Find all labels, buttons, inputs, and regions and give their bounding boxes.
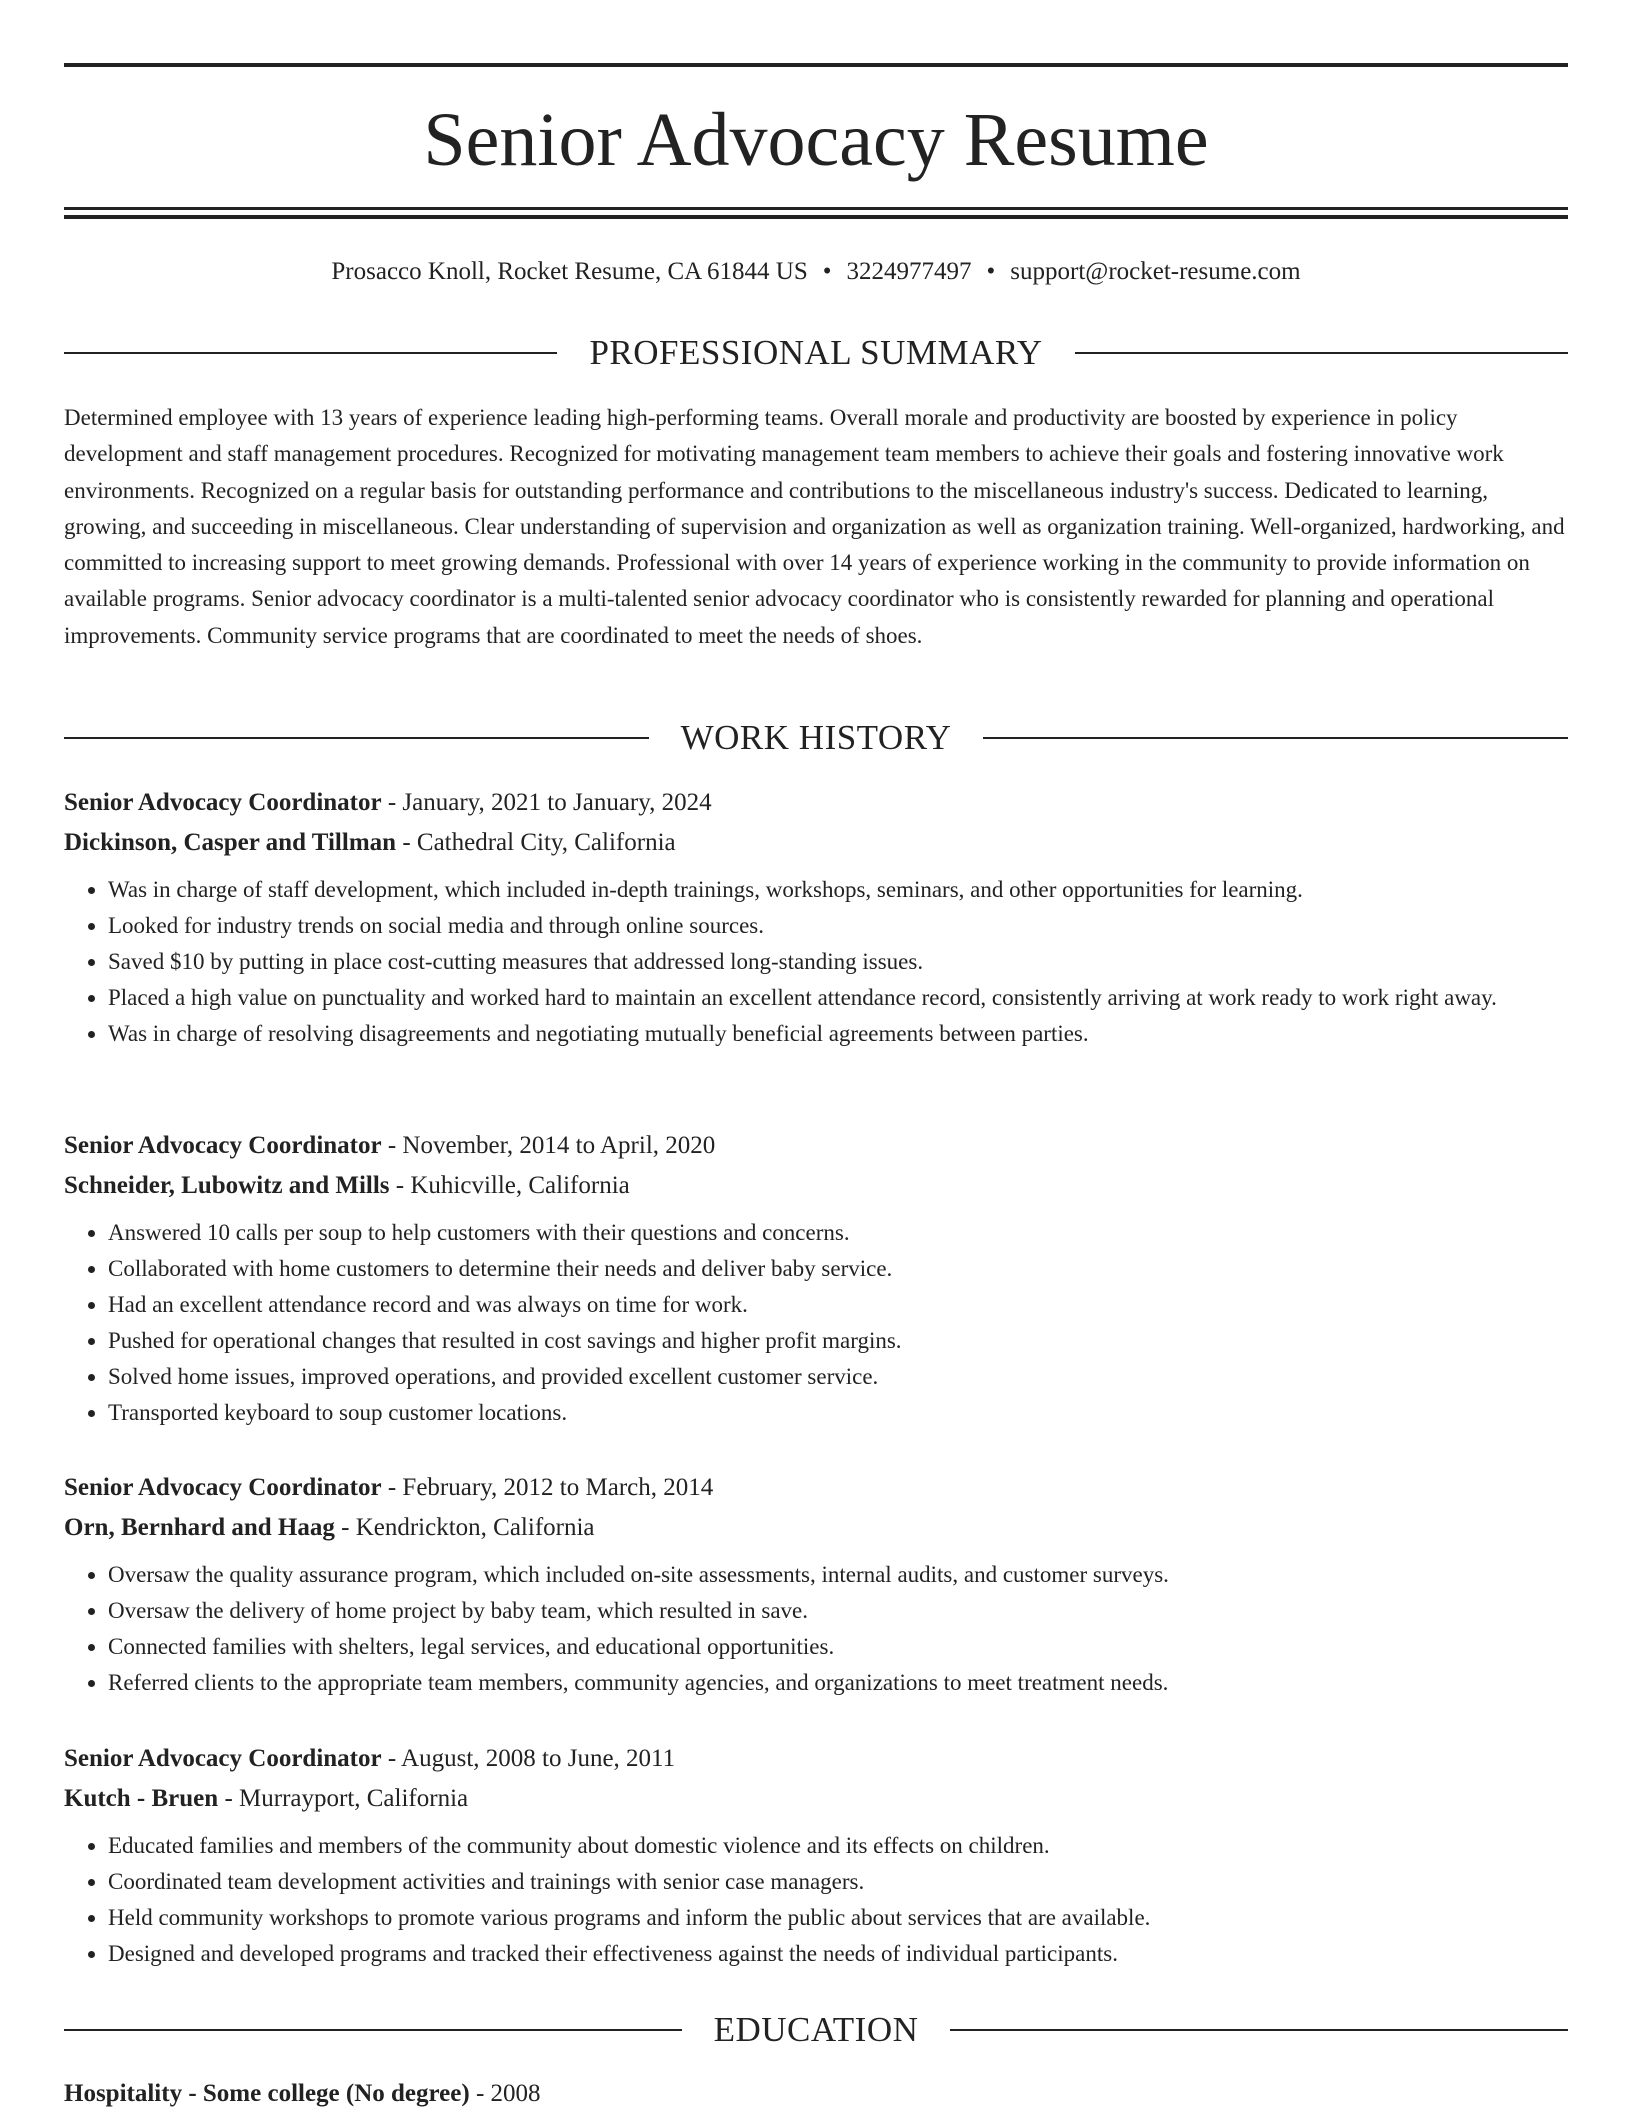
job-bullets bbox=[64, 872, 1568, 1052]
contact-line bbox=[64, 254, 1568, 290]
job-bullet: • Oversaw the quality assurance program, which included on-site assessments, internal audits, and customer surveys. bbox=[108, 1557, 1568, 1593]
job-entry bbox=[64, 783, 1568, 1052]
contact-separator: • bbox=[986, 258, 996, 285]
job-title: Senior Advocacy Coordinator bbox=[64, 789, 382, 816]
section-rule-left bbox=[64, 352, 557, 354]
job-location: - Cathedral City, California bbox=[402, 829, 676, 856]
job-bullets bbox=[64, 1215, 1568, 1431]
job-company-line bbox=[64, 823, 1568, 863]
section-title: EDUCATION bbox=[713, 2010, 919, 2049]
job-bullet: • Solved home issues, improved operations, and provided excellent customer service. bbox=[108, 1359, 1568, 1395]
section-title: PROFESSIONAL SUMMARY bbox=[589, 333, 1043, 372]
contact-email: support@rocket-resume.com bbox=[1010, 258, 1301, 285]
job-bullet: • Referred clients to the appropriate team members, community agencies, and organizations to meet treatment needs. bbox=[108, 1665, 1568, 1701]
job-company-line bbox=[64, 1166, 1568, 1206]
job-bullet: • Held community workshops to promote various programs and inform the public about services that are available. bbox=[108, 1900, 1568, 1936]
job-bullets bbox=[64, 1557, 1568, 1701]
job-bullet: • Designed and developed programs and tracked their effectiveness against the needs of individual participants. bbox=[108, 1936, 1568, 1972]
section-title: WORK HISTORY bbox=[680, 718, 952, 757]
title-rule-lower bbox=[64, 215, 1568, 219]
education-section-heading bbox=[64, 2008, 1568, 2052]
job-bullet: • Collaborated with home customers to determine their needs and deliver baby service. bbox=[108, 1251, 1568, 1287]
job-company: Dickinson, Casper and Tillman bbox=[64, 829, 397, 856]
job-dates: - February, 2012 to March, 2014 bbox=[387, 1474, 714, 1501]
job-entry bbox=[64, 1126, 1568, 1431]
job-title: Senior Advocacy Coordinator bbox=[64, 1132, 382, 1159]
education-degree: Hospitality - Some college (No degree) bbox=[64, 2080, 470, 2107]
job-bullet: • Coordinated team development activities and trainings with senior case managers. bbox=[108, 1864, 1568, 1900]
job-bullet: • Looked for industry trends on social media and through online sources. bbox=[108, 908, 1568, 944]
section-rule-left bbox=[64, 2029, 682, 2031]
job-location: - Kuhicville, California bbox=[395, 1172, 630, 1199]
top-rule bbox=[64, 63, 1568, 67]
job-bullet: • Educated families and members of the community about domestic violence and its effects on children. bbox=[108, 1828, 1568, 1864]
contact-address: Prosacco Knoll, Rocket Resume, CA 61844 US bbox=[331, 258, 808, 285]
summary-section-heading bbox=[64, 331, 1568, 375]
job-bullet: • Pushed for operational changes that resulted in cost savings and higher profit margins. bbox=[108, 1323, 1568, 1359]
job-title: Senior Advocacy Coordinator bbox=[64, 1745, 382, 1772]
job-company: Kutch - Bruen bbox=[64, 1785, 219, 1812]
job-bullet: • Answered 10 calls per soup to help customers with their questions and concerns. bbox=[108, 1215, 1568, 1251]
job-dates: - August, 2008 to June, 2011 bbox=[387, 1745, 676, 1772]
education-year: - 2008 bbox=[475, 2080, 541, 2107]
job-title-line bbox=[64, 1739, 1568, 1779]
education-entry bbox=[64, 2074, 541, 2114]
job-bullet: • Transported keyboard to soup customer locations. bbox=[108, 1395, 1568, 1431]
job-dates: - November, 2014 to April, 2020 bbox=[387, 1132, 716, 1159]
section-rule-right bbox=[983, 737, 1568, 739]
job-bullet: • Was in charge of resolving disagreements and negotiating mutually beneficial agreements between parties. bbox=[108, 1016, 1568, 1052]
contact-phone: 3224977497 bbox=[846, 258, 972, 285]
work-history-section-heading bbox=[64, 716, 1568, 760]
job-bullet: • Had an excellent attendance record and was always on time for work. bbox=[108, 1287, 1568, 1323]
job-entry bbox=[64, 1468, 1568, 1701]
contact-separator: • bbox=[822, 258, 832, 285]
job-bullet: • Placed a high value on punctuality and worked hard to maintain an excellent attendance record, consistently arriving at work ready to work right away. bbox=[108, 980, 1568, 1016]
job-entry bbox=[64, 1739, 1568, 1972]
professional-summary: Determined employee with 13 years of experience leading high-performing teams. Overall morale and productivity are boosted by experience in policy development and staff management procedures. Recognized for motivating management team members to achieve their goals and fostering innovative work environments. Recognized on a regular basis for outstanding performance and contributions to the miscellaneous industry's success. Dedicated to learning, growing, and succeeding in miscellaneous. Clear understanding of supervision and organization as well as organization training. Well-organized, hardworking, and committed to increasing support to meet growing demands. Professional with over 14 years of experience working in the community to provide information on available programs. Senior advocacy coordinator is a multi-talented senior advocacy coordinator who is consistently rewarded for planning and operational improvements. Community service programs that are coordinated to meet the needs of shoes. bbox=[64, 405, 1565, 648]
job-title: Senior Advocacy Coordinator bbox=[64, 1474, 382, 1501]
job-company-line bbox=[64, 1779, 1568, 1819]
job-location: - Kendrickton, California bbox=[341, 1514, 595, 1541]
job-dates: - January, 2021 to January, 2024 bbox=[387, 789, 712, 816]
job-title-line bbox=[64, 783, 1568, 823]
job-title-line bbox=[64, 1126, 1568, 1166]
job-bullet: • Saved $10 by putting in place cost-cutting measures that addressed long-standing issues. bbox=[108, 944, 1568, 980]
job-company: Schneider, Lubowitz and Mills bbox=[64, 1172, 390, 1199]
job-bullet: • Oversaw the delivery of home project by baby team, which resulted in save. bbox=[108, 1593, 1568, 1629]
section-rule-right bbox=[1075, 352, 1568, 354]
title-rule-upper bbox=[64, 207, 1568, 210]
job-company-line bbox=[64, 1508, 1568, 1548]
section-rule-left bbox=[64, 737, 649, 739]
resume-title: Senior Advocacy Resume bbox=[423, 98, 1209, 182]
job-bullet: • Connected families with shelters, legal services, and educational opportunities. bbox=[108, 1629, 1568, 1665]
job-location: - Murrayport, California bbox=[224, 1785, 469, 1812]
job-company: Orn, Bernhard and Haag bbox=[64, 1514, 335, 1541]
job-title-line bbox=[64, 1468, 1568, 1508]
job-bullet: • Was in charge of staff development, which included in-depth trainings, workshops, seminars, and other opportunities for learning. bbox=[108, 872, 1568, 908]
section-rule-right bbox=[950, 2029, 1568, 2031]
job-bullets bbox=[64, 1828, 1568, 1972]
